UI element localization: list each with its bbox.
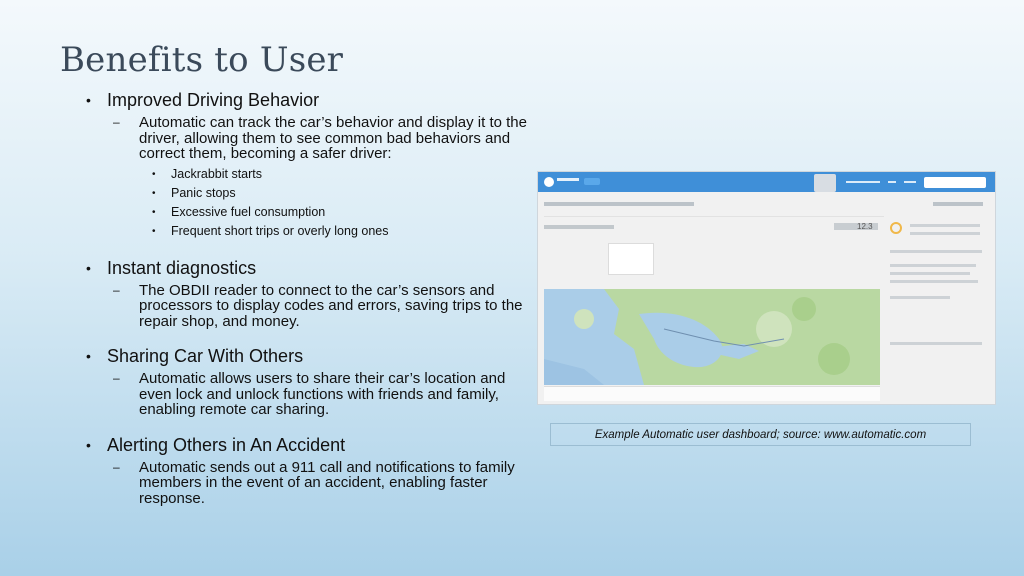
stats-row [890,280,978,283]
map-controls [544,386,880,401]
trip-chart-thumbnail [608,243,654,275]
stats-row [890,296,950,299]
stats-row [890,264,976,267]
score-ring-icon [890,222,902,234]
bullet-list [86,90,536,523]
stats-row [890,272,970,275]
date-range [544,225,614,229]
section-diagnostics [86,258,536,330]
behavior-sublist [86,165,536,241]
nav-link [846,181,880,183]
dashboard-header-bar [538,172,995,192]
bullet-detail: – Automatic sends out a 911 call and notifications to family members in the event of an accident, enabling faster response. [86,460,536,507]
sub-bullet: • Panic stops [86,184,536,203]
automatic-logo-icon [544,177,554,187]
bullet-detail: – Automatic allows users to share their car’s location and even lock and unlock functions with friends and family, enabling remote car sharing. [86,371,536,418]
filter-actions [933,202,983,206]
bullet-heading: • Sharing Car With Others [86,346,536,367]
trip-map [544,289,880,385]
phone-device-icon [814,174,836,192]
trip-filters [544,202,694,206]
stats-row [910,232,980,235]
section-accident-alert [86,435,536,507]
sub-bullet: • Frequent short trips or overly long ones [86,222,536,241]
section-sharing [86,346,536,418]
slide-title: Benefits to User [60,40,344,80]
buy-now-button [924,177,986,188]
bullet-detail: – The OBDII reader to connect to the car’s sensors and processors to display codes and errors, saving trips to the repair shop, and money. [86,283,536,330]
nav-link [888,181,896,183]
stat-value: 12.3 [857,222,873,231]
section-driving-behavior [86,90,536,241]
bullet-heading: • Alerting Others in An Accident [86,435,536,456]
bullet-detail: – Automatic can track the car’s behavior and display it to the driver, allowing them to see common bad behaviors and correct them, becoming a safer driver: [86,115,536,162]
stats-sidebar [888,216,988,376]
screenshot-caption: Example Automatic user dashboard; source: www.automatic.com [550,423,971,446]
logo-wordmark [557,178,579,181]
bullet-heading: • Instant diagnostics [86,258,536,279]
bullet-heading: • Improved Driving Behavior [86,90,536,111]
stats-row [890,342,982,345]
beta-badge [584,178,600,185]
divider [544,216,884,217]
stats-row [890,250,982,253]
sub-bullet: • Excessive fuel consumption [86,203,536,222]
stats-row [910,224,980,227]
dashboard-screenshot [537,171,996,405]
nav-link [904,181,916,183]
sub-bullet: • Jackrabbit starts [86,165,536,184]
